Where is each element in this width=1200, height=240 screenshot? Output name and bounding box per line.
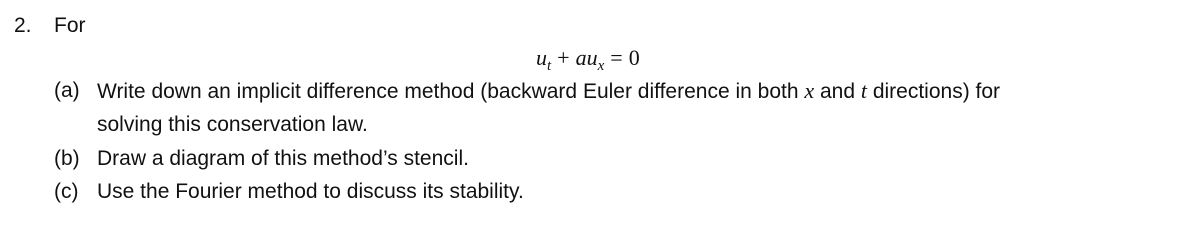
equation-equals: = [610,45,623,70]
equation-zero: 0 [628,45,640,70]
part-a-text-and: and [814,80,861,103]
part-b-marker: (b) [54,147,80,170]
problem-number: 2. [14,14,32,37]
equation-u: u [536,45,547,70]
part-a-var-x: x [804,78,815,103]
equation-u2: u [586,45,598,70]
part-a-text-line2: solving this conservation law. [97,113,368,136]
problem-intro: For [54,14,86,37]
part-c-text: Use the Fourier method to discuss its stability. [97,180,524,203]
part-b-text: Draw a diagram of this method’s stencil. [97,147,469,170]
equation-a: a [575,45,587,70]
equation-subscript-x: x [597,58,605,74]
part-a-text-before-x: Write down an implicit difference method (backward Euler difference in both [97,80,805,103]
part-a-var-t: t [860,78,867,103]
part-a-marker: (a) [54,79,80,102]
equation-plus: + [557,45,570,70]
equation-subscript-t: t [547,58,552,74]
conservation-law-equation [536,44,640,75]
part-a-text-after-t: directions) for [866,80,1001,103]
part-c-marker: (c) [54,180,79,203]
part-a-text-line1 [97,74,1187,109]
